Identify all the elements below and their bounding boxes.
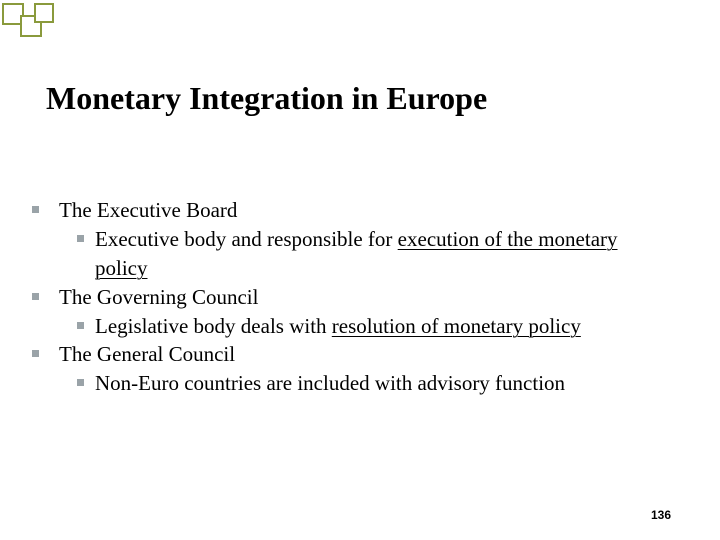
bullet-governing-council: The Governing Council bbox=[59, 285, 259, 309]
bullet-marker bbox=[32, 206, 39, 213]
sub-bullet-marker bbox=[77, 235, 84, 242]
sub-bullet-governing-desc bbox=[95, 316, 581, 337]
bullet-executive-board: The Executive Board bbox=[59, 198, 238, 222]
policy-link[interactable]: policy bbox=[95, 256, 148, 280]
page-number: 136 bbox=[651, 508, 672, 522]
resolution-link[interactable]: resolution of monetary policy bbox=[331, 314, 581, 338]
sub-bullet-marker bbox=[77, 379, 84, 386]
sub-bullet-executive-desc bbox=[95, 229, 618, 250]
sub-bullet-continuation bbox=[95, 258, 148, 279]
sub-bullet-text: Executive body and responsible for bbox=[95, 227, 398, 251]
sub-bullet-general-desc: Non-Euro countries are included with advisory function bbox=[95, 371, 566, 395]
bullet-marker bbox=[32, 350, 39, 357]
bullet-marker bbox=[32, 293, 39, 300]
slide-title: Monetary Integration in Europe bbox=[46, 80, 488, 116]
bullet-general-council: The General Council bbox=[59, 342, 236, 366]
execution-link[interactable]: execution of the monetary bbox=[397, 227, 618, 251]
sub-bullet-text: Legislative body deals with bbox=[95, 314, 332, 338]
sub-bullet-marker bbox=[77, 322, 84, 329]
